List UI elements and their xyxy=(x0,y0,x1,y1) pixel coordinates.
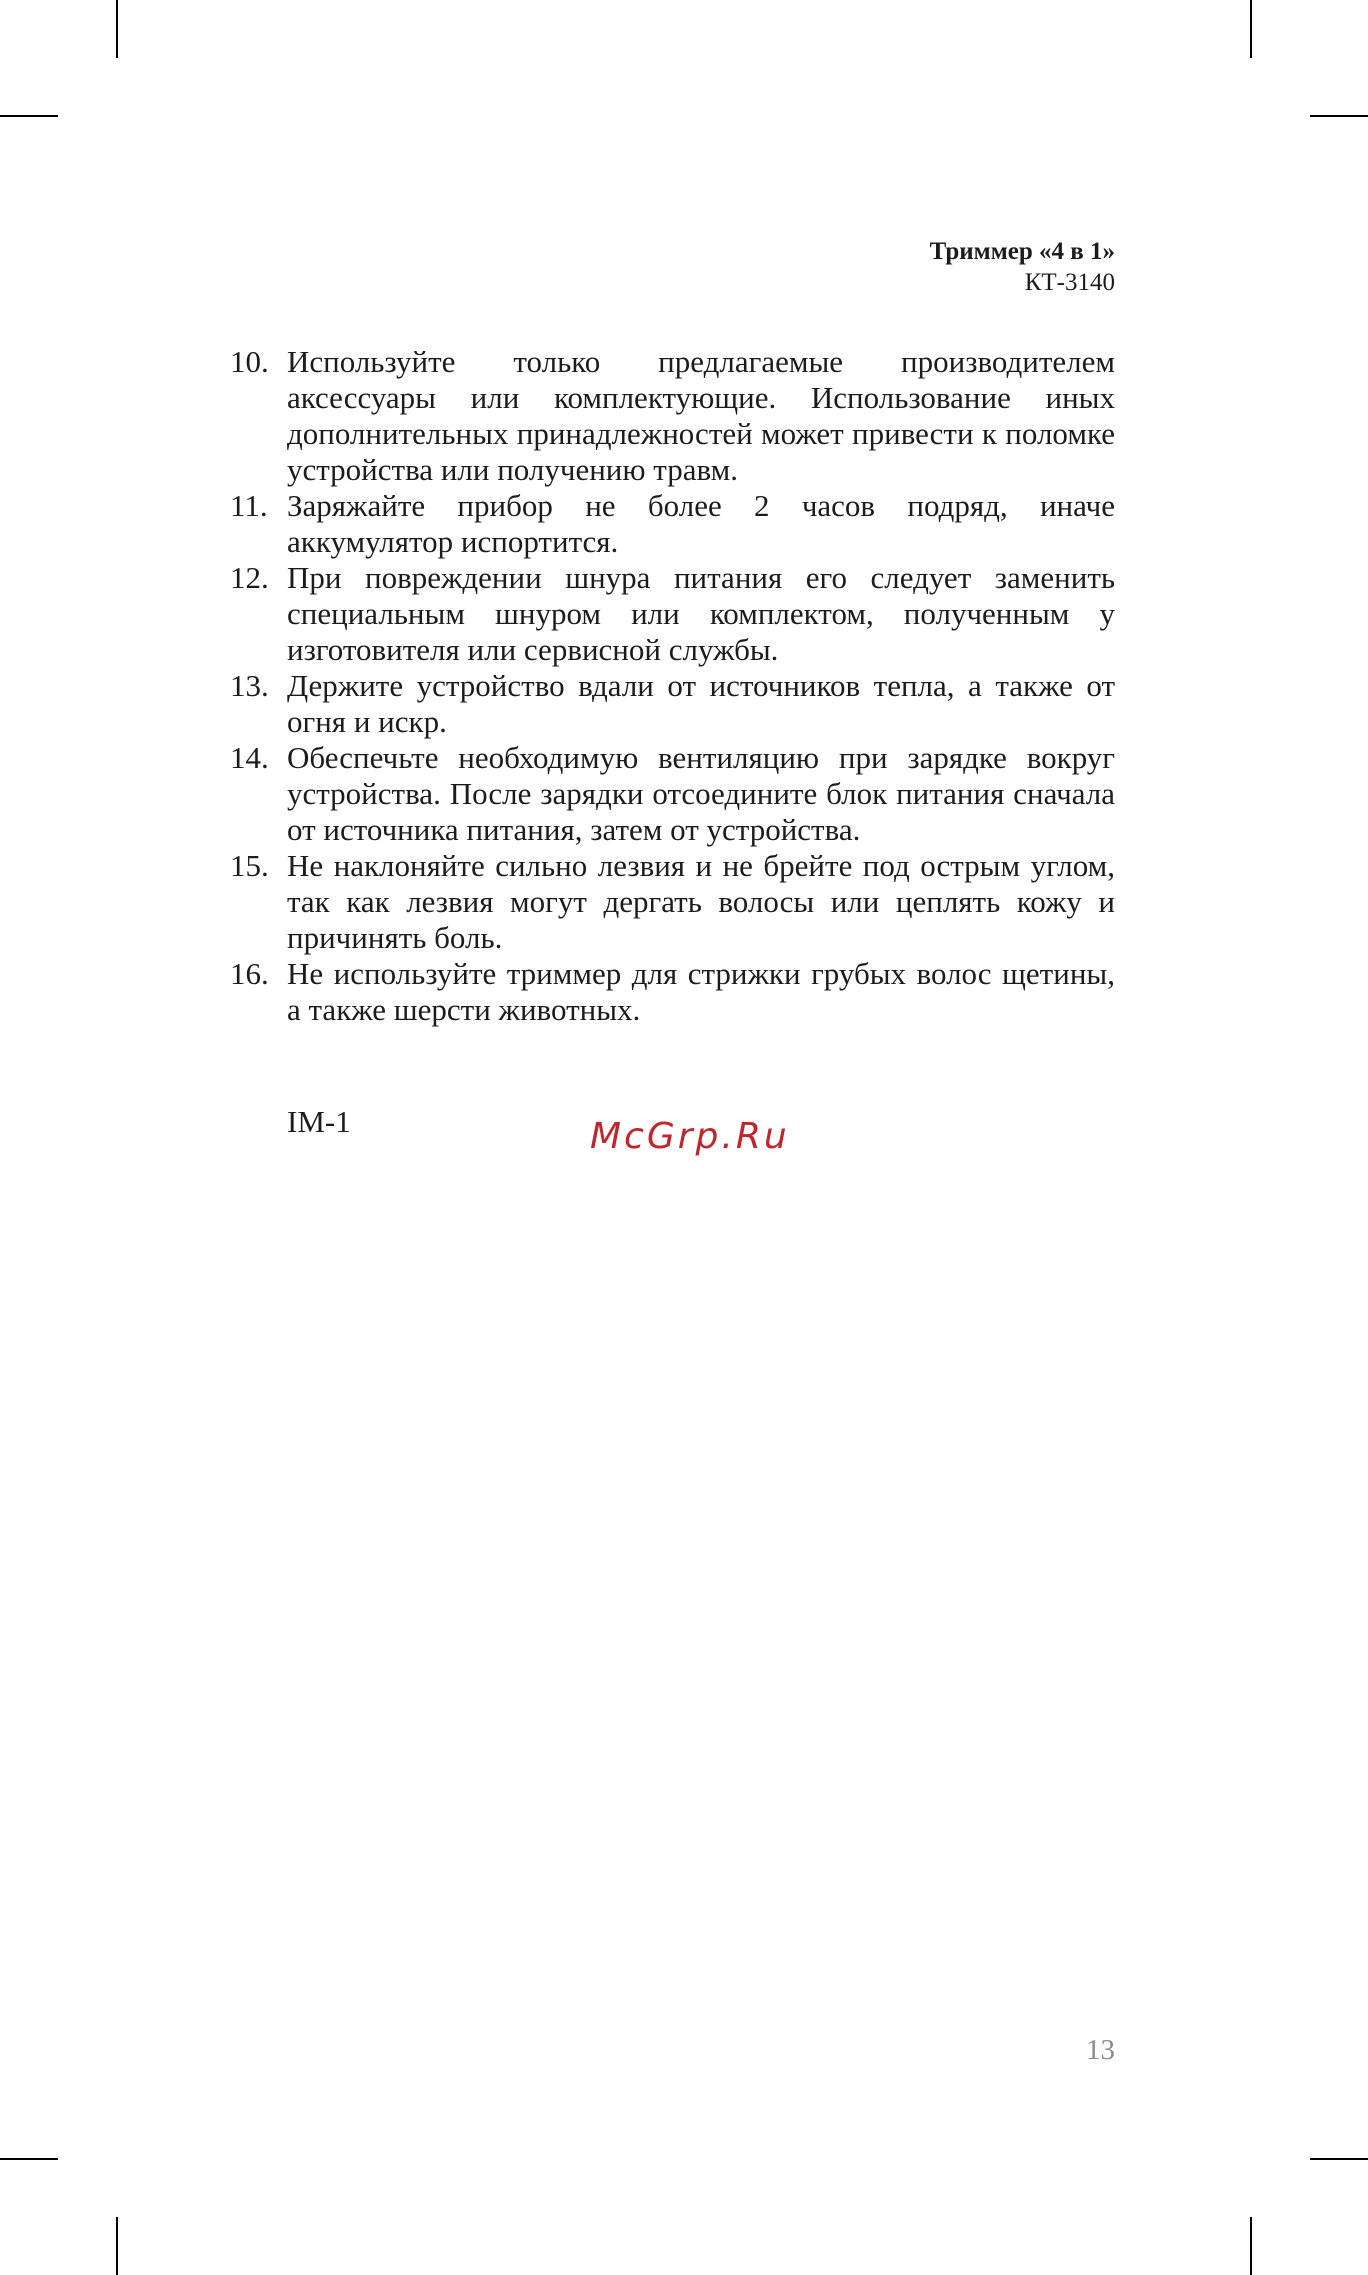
crop-mark-top-left-horizontal xyxy=(0,115,58,117)
item-text: Обеспечьте необходимую вентиляцию при зарядке вокруг устройства. После зарядки отсоедините блок питания сначала от источника питания, затем от устройства. xyxy=(287,740,1115,847)
item-text: Не наклоняйте сильно лезвия и не брейте под острым углом, так как лезвия могут дергать волосы или цеплять кожу и причинять боль. xyxy=(287,848,1115,955)
item-text: Заряжайте прибор не более 2 часов подряд, иначе аккумулятор испортится. xyxy=(287,488,1115,559)
list-item xyxy=(230,740,1115,848)
item-number: 10. xyxy=(230,344,269,379)
crop-mark-top-right-horizontal xyxy=(1310,115,1368,117)
item-text: Не используйте триммер для стрижки грубых волос щетины, а также шерсти животных. xyxy=(287,956,1115,1027)
list-item xyxy=(230,668,1115,740)
crop-mark-bottom-right-vertical xyxy=(1250,2217,1252,2275)
instruction-manual-code: IM-1 xyxy=(287,1104,351,1139)
crop-mark-top-left-vertical xyxy=(116,0,118,58)
item-text: При повреждении шнура питания его следует заменить специальным шнуром или комплектом, полученным у изготовителя или сервисной службы. xyxy=(287,560,1115,667)
product-title: Триммер «4 в 1» xyxy=(929,238,1115,265)
watermark-logo: McGrp.Ru xyxy=(590,1116,790,1157)
item-number: 12. xyxy=(230,560,269,595)
list-item xyxy=(230,488,1115,560)
item-text: Используйте только предлагаемые производителем аксессуары или комплектующие. Использование иных дополнительных принадлежностей может привести к поломке устройства или получению травм. xyxy=(287,344,1115,487)
crop-mark-bottom-left-horizontal xyxy=(0,2158,58,2160)
safety-instructions-list xyxy=(230,344,1115,1028)
item-text: Держите устройство вдали от источников тепла, а также от огня и искр. xyxy=(287,668,1115,739)
page-number: 13 xyxy=(1086,2034,1115,2066)
item-number: 15. xyxy=(230,848,269,883)
list-item xyxy=(230,344,1115,488)
running-header xyxy=(930,236,1115,298)
crop-mark-bottom-left-vertical xyxy=(116,2217,118,2275)
item-number: 11. xyxy=(230,488,268,523)
crop-mark-top-right-vertical xyxy=(1250,0,1252,58)
item-number: 14. xyxy=(230,740,269,775)
list-item xyxy=(230,956,1115,1028)
list-item xyxy=(230,560,1115,668)
item-number: 16. xyxy=(230,956,269,991)
crop-mark-bottom-right-horizontal xyxy=(1310,2158,1368,2160)
item-number: 13. xyxy=(230,668,269,703)
list-item xyxy=(230,848,1115,956)
product-model: КТ-3140 xyxy=(1024,269,1115,296)
